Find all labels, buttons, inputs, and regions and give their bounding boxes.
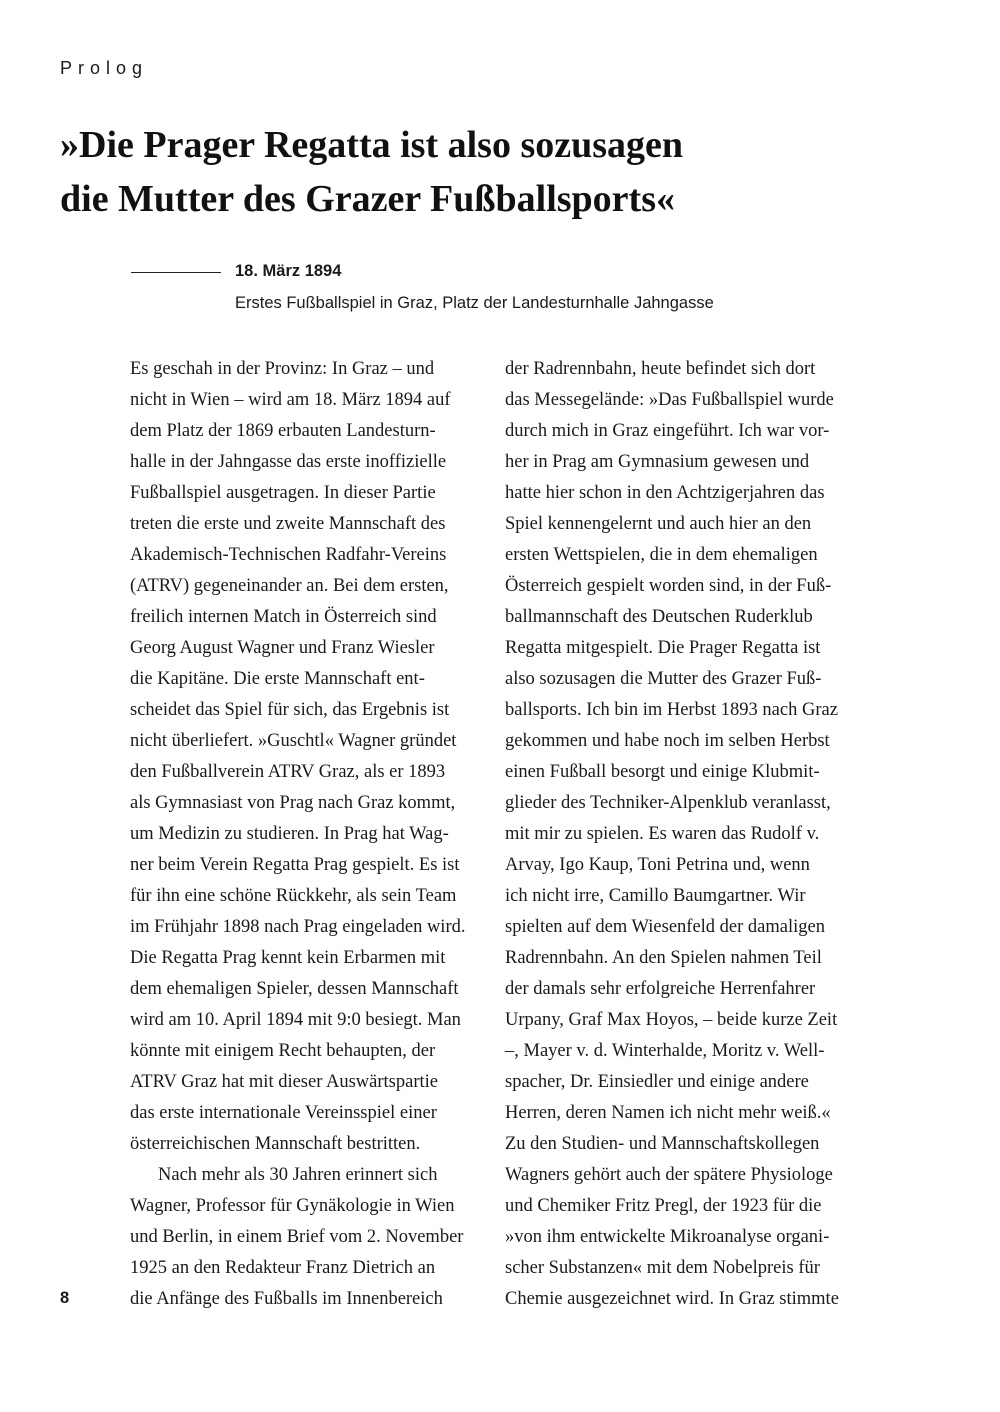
text-line: wird am 10. April 1894 mit 9:0 besiegt. Man <box>130 1010 461 1030</box>
text-line: Arvay, Igo Kaup, Toni Petrina und, wenn <box>505 855 810 875</box>
text-line: (ATRV) gegeneinander an. Bei dem ersten, <box>130 576 449 596</box>
text-line: die Kapitäne. Die erste Mannschaft ent- <box>130 669 425 689</box>
text-line: mit mir zu spielen. Es waren das Rudolf v. <box>505 824 820 844</box>
page-number: 8 <box>60 1289 70 1307</box>
text-line: Fußballspiel ausgetragen. In dieser Partie <box>130 483 436 503</box>
text-line: scheidet das Spiel für sich, das Ergebnis ist <box>130 700 450 720</box>
text-line: halle in der Jahngasse das erste inoffizielle <box>130 452 447 472</box>
text-line: Wagners gehört auch der spätere Physiologe <box>505 1165 833 1185</box>
text-line: einen Fußball besorgt und einige Klubmit- <box>505 762 820 782</box>
text-line: ich nicht irre, Camillo Baumgartner. Wir <box>505 886 806 906</box>
text-line: den Fußballverein ATRV Graz, als er 1893 <box>130 762 446 782</box>
text-line: glieder des Techniker-Alpenklub veranlasst, <box>505 793 831 813</box>
text-line: ATRV Graz hat mit dieser Auswärtspartie <box>130 1072 438 1092</box>
text-line: nicht in Wien – wird am 18. März 1894 auf <box>130 390 451 410</box>
text-line: Herren, deren Namen ich nicht mehr weiß.« <box>505 1103 831 1123</box>
text-line: Nach mehr als 30 Jahren erinnert sich <box>158 1165 438 1185</box>
text-line: Spiel kennengelernt und auch hier an den <box>505 514 812 534</box>
text-line: und Chemiker Fritz Pregl, der 1923 für die <box>505 1196 822 1216</box>
text-line: ballsports. Ich bin im Herbst 1893 nach Graz <box>505 700 838 720</box>
chapter-title-line: die Mutter des Grazer Fußballsports« <box>60 178 675 220</box>
body-column-right <box>505 354 875 1315</box>
text-line: Wagner, Professor für Gynäkologie in Wien <box>130 1196 455 1216</box>
text-line: Die Regatta Prag kennt kein Erbarmen mit <box>130 948 446 968</box>
text-line: gekommen und habe noch im selben Herbst <box>505 731 830 751</box>
event-divider <box>131 272 221 273</box>
event-description: Erstes Fußballspiel in Graz, Platz der Landesturnhalle Jahngasse <box>235 294 714 312</box>
text-line: könnte mit einigem Recht behaupten, der <box>130 1041 436 1061</box>
text-line: Georg August Wagner und Franz Wiesler <box>130 638 435 658</box>
text-line: freilich internen Match in Österreich sind <box>130 607 437 627</box>
chapter-title <box>60 118 960 226</box>
text-line: durch mich in Graz eingeführt. Ich war vor- <box>505 421 830 441</box>
text-line: spacher, Dr. Einsiedler und einige andere <box>505 1072 809 1092</box>
text-line: dem Platz der 1869 erbauten Landesturn- <box>130 421 436 441</box>
text-line: für ihn eine schöne Rückkehr, als sein Team <box>130 886 457 906</box>
text-line: treten die erste und zweite Mannschaft des <box>130 514 446 534</box>
text-line: 1925 an den Redakteur Franz Dietrich an <box>130 1258 436 1278</box>
text-line: die Anfänge des Fußballs im Innenbereich <box>130 1289 443 1309</box>
text-line: Es geschah in der Provinz: In Graz – und <box>130 359 435 379</box>
text-line: Zu den Studien- und Mannschaftskollegen <box>505 1134 820 1154</box>
text-line: um Medizin zu studieren. In Prag hat Wag- <box>130 824 449 844</box>
section-label: Prolog <box>60 58 149 78</box>
text-line: scher Substanzen« mit dem Nobelpreis für <box>505 1258 820 1278</box>
text-line: das Messegelände: »Das Fußballspiel wurde <box>505 390 834 410</box>
text-line: Radrennbahn. An den Spielen nahmen Teil <box>505 948 822 968</box>
text-line: ballmannschaft des Deutschen Ruderklub <box>505 607 813 627</box>
text-line: als Gymnasiast von Prag nach Graz kommt, <box>130 793 456 813</box>
text-line: also sozusagen die Mutter des Grazer Fuß- <box>505 669 822 689</box>
text-line: Urpany, Graf Max Hoyos, – beide kurze Zeit <box>505 1010 838 1030</box>
event-date: 18. März 1894 <box>235 262 342 280</box>
text-line: ner beim Verein Regatta Prag gespielt. Es ist <box>130 855 460 875</box>
text-line: her in Prag am Gymnasium gewesen und <box>505 452 810 472</box>
text-line: Österreich gespielt worden sind, in der Fuß- <box>505 576 832 596</box>
text-line: nicht überliefert. »Guschtl« Wagner gründet <box>130 731 457 751</box>
text-line: und Berlin, in einem Brief vom 2. November <box>130 1227 464 1247</box>
text-line: dem ehemaligen Spieler, dessen Mannschaft <box>130 979 459 999</box>
text-line: Chemie ausgezeichnet wird. In Graz stimmte <box>505 1289 839 1309</box>
text-line: österreichischen Mannschaft bestritten. <box>130 1134 421 1154</box>
text-line: Regatta mitgespielt. Die Prager Regatta ist <box>505 638 821 658</box>
chapter-title-line: »Die Prager Regatta ist also sozusagen <box>60 124 684 166</box>
text-line: der damals sehr erfolgreiche Herrenfahrer <box>505 979 816 999</box>
text-line: das erste internationale Vereinsspiel einer <box>130 1103 437 1123</box>
text-line: Akademisch-Technischen Radfahr-Vereins <box>130 545 447 565</box>
text-line: hatte hier schon in den Achtzigerjahren das <box>505 483 825 503</box>
text-line: ersten Wettspielen, die in dem ehemaligen <box>505 545 818 565</box>
text-line: spielten auf dem Wiesenfeld der damaligen <box>505 917 825 937</box>
body-column-left <box>130 354 490 1315</box>
text-line: der Radrennbahn, heute befindet sich dort <box>505 359 816 379</box>
text-line: »von ihm entwickelte Mikroanalyse organi- <box>505 1227 830 1247</box>
text-line: im Frühjahr 1898 nach Prag eingeladen wird. <box>130 917 466 937</box>
text-line: –, Mayer v. d. Winterhalde, Moritz v. Well- <box>505 1041 825 1061</box>
